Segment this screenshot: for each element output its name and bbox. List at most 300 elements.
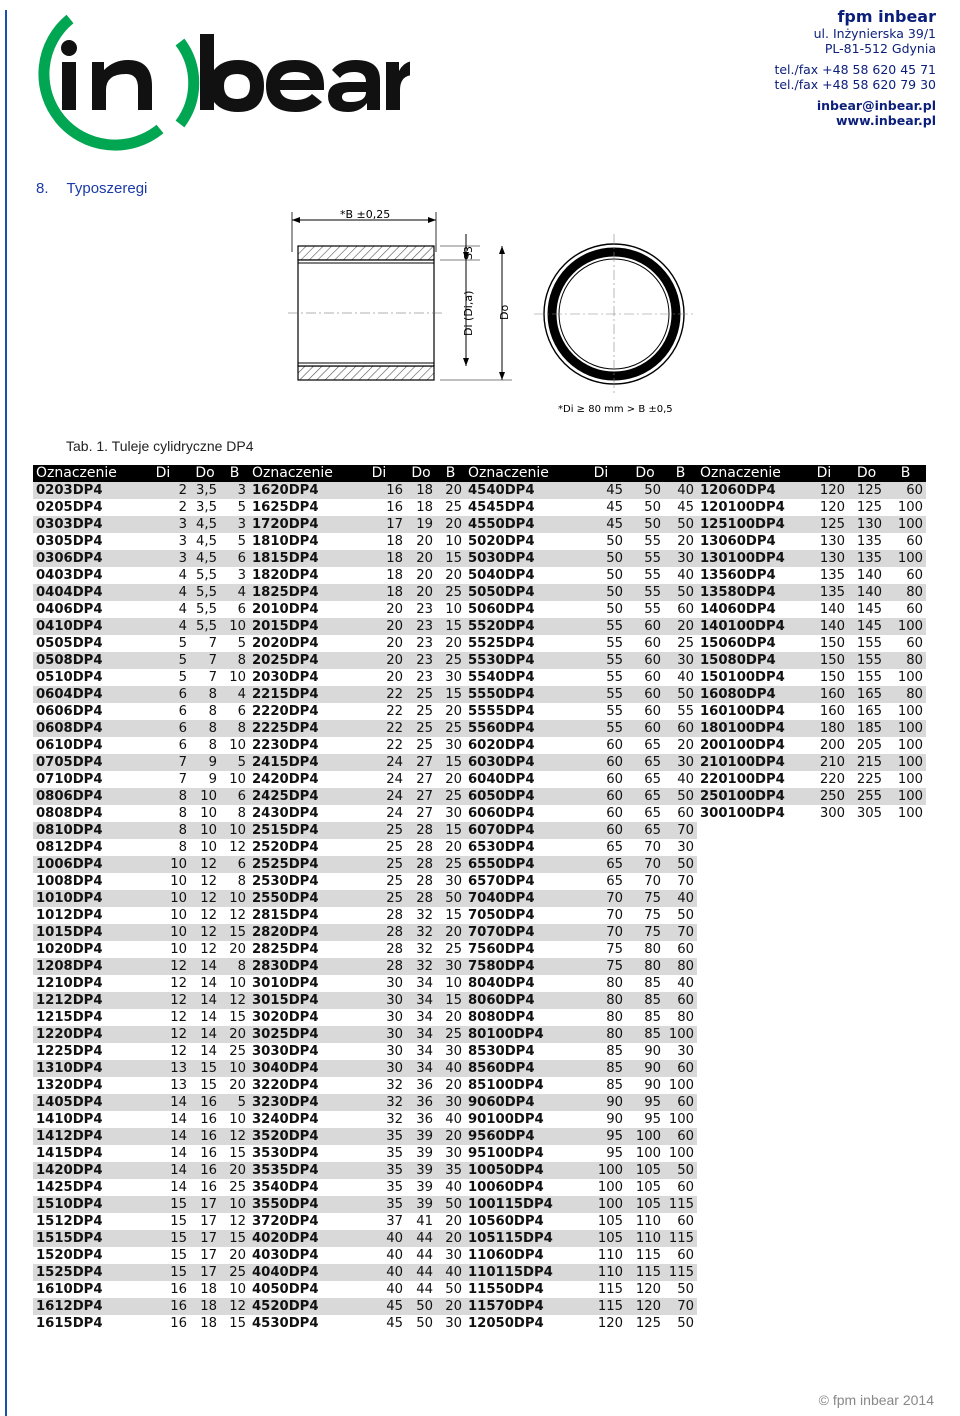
cell-di: 4 [136,567,190,584]
cell-do: 50 [626,482,664,499]
cell-designation: 1006DP4 [33,856,136,873]
cell-designation: 1810DP4 [249,533,352,550]
cell-designation: 120100DP4 [697,499,800,516]
column-header-code: Oznaczenie [33,465,136,482]
table-row [33,601,926,618]
cell-b: 50 [436,1281,465,1298]
cell-b: 60 [885,482,926,499]
cell-do [848,941,885,958]
cell-designation: 0203DP4 [33,482,136,499]
cell-designation: 6550DP4 [465,856,576,873]
cell-designation: 2225DP4 [249,720,352,737]
cell-do: 8 [190,703,220,720]
cell-di: 30 [352,1060,406,1077]
cell-di: 24 [352,771,406,788]
cell-di: 15 [136,1264,190,1281]
cell-b: 115 [664,1230,697,1247]
cell-di: 110 [576,1247,626,1264]
cell-b: 10 [220,737,249,754]
cell-di [800,1179,848,1196]
cell-di: 65 [576,839,626,856]
cell-designation: 1512DP4 [33,1213,136,1230]
cell-designation: 110115DP4 [465,1264,576,1281]
cell-di: 85 [576,1077,626,1094]
cell-b: 20 [436,482,465,499]
cell-designation: 1610DP4 [33,1281,136,1298]
cell-di: 22 [352,737,406,754]
cell-di: 16 [136,1298,190,1315]
cell-di: 16 [136,1281,190,1298]
column-header-di: Di [576,465,626,482]
cell-designation [697,924,800,941]
cell-di [800,1128,848,1145]
cell-b [885,1213,926,1230]
cell-di: 100 [576,1196,626,1213]
cell-designation: 8530DP4 [465,1043,576,1060]
cell-di: 55 [576,703,626,720]
cell-b: 20 [220,1077,249,1094]
cell-di: 20 [352,669,406,686]
cell-b: 30 [664,839,697,856]
cell-b [885,1009,926,1026]
cell-di: 55 [576,618,626,635]
cell-b: 15 [220,1009,249,1026]
cell-b: 100 [885,805,926,822]
cell-designation: 1615DP4 [33,1315,136,1332]
cell-designation: 2550DP4 [249,890,352,907]
cell-designation: 100115DP4 [465,1196,576,1213]
cell-do: 155 [848,635,885,652]
table-row [33,550,926,567]
cell-designation: 13580DP4 [697,584,800,601]
cell-b: 40 [436,1111,465,1128]
cell-di: 90 [576,1111,626,1128]
cell-di [800,924,848,941]
cell-do: 14 [190,1043,220,1060]
table-row [33,584,926,601]
cell-di [800,1298,848,1315]
cell-designation: 1425DP4 [33,1179,136,1196]
cell-designation: 2230DP4 [249,737,352,754]
cell-do: 17 [190,1230,220,1247]
cell-designation [697,1128,800,1145]
cell-do: 32 [406,924,436,941]
cell-b: 10 [436,601,465,618]
cell-do: 18 [190,1315,220,1332]
cell-b: 25 [436,499,465,516]
table-row [33,635,926,652]
cell-di: 85 [576,1043,626,1060]
cell-do: 12 [190,924,220,941]
column-header-code: Oznaczenie [697,465,800,482]
cell-b: 50 [664,686,697,703]
table-header-row [33,465,926,482]
cell-designation: 5525DP4 [465,635,576,652]
cell-b: 40 [436,1179,465,1196]
cell-b: 100 [885,720,926,737]
cell-di: 135 [800,567,848,584]
cell-b: 25 [436,788,465,805]
cell-designation: 0808DP4 [33,805,136,822]
cell-b: 30 [436,669,465,686]
cell-do: 27 [406,805,436,822]
cell-do: 16 [190,1145,220,1162]
cell-b: 10 [220,890,249,907]
cell-b [885,975,926,992]
table-row [33,1196,926,1213]
cell-do [848,1315,885,1332]
company-street: ul. Inżynierska 39/1 [813,26,936,41]
cell-b: 30 [664,754,697,771]
cell-do: 34 [406,1009,436,1026]
cell-di: 80 [576,1026,626,1043]
cell-b: 40 [664,975,697,992]
cell-do: 65 [626,822,664,839]
cell-di: 55 [576,686,626,703]
cell-b: 60 [664,1213,697,1230]
cell-b [885,856,926,873]
cell-do [848,1128,885,1145]
cell-di: 28 [352,941,406,958]
table-row [33,856,926,873]
cell-do: 65 [626,737,664,754]
cell-di: 75 [576,941,626,958]
cell-designation [697,1298,800,1315]
column-header-di: Di [352,465,406,482]
cell-b: 15 [436,550,465,567]
cell-do: 125 [848,482,885,499]
cell-do: 16 [190,1111,220,1128]
cell-b: 15 [436,907,465,924]
cell-designation: 3010DP4 [249,975,352,992]
cell-do: 10 [190,839,220,856]
column-header-do: Do [848,465,885,482]
cell-designation: 5020DP4 [465,533,576,550]
cell-designation [697,1315,800,1332]
cell-designation: 0404DP4 [33,584,136,601]
left-border-line [5,10,7,1416]
cell-b: 30 [436,873,465,890]
cell-b: 80 [664,1009,697,1026]
cell-di: 13 [136,1060,190,1077]
cell-designation: 16080DP4 [697,686,800,703]
cell-do: 23 [406,635,436,652]
cell-designation: 1215DP4 [33,1009,136,1026]
cell-do [848,1281,885,1298]
cell-di: 22 [352,703,406,720]
cell-do: 65 [626,788,664,805]
cell-di: 40 [352,1230,406,1247]
cell-designation: 4540DP4 [465,482,576,499]
cell-di: 24 [352,788,406,805]
company-info [774,8,936,128]
table-caption: Tab. 1. Tuleje cylidryczne DP4 [66,438,254,454]
table-row [33,924,926,941]
cell-do [848,1196,885,1213]
table-row [33,771,926,788]
cell-b: 30 [664,1043,697,1060]
cell-do: 65 [626,771,664,788]
cell-di: 6 [136,737,190,754]
cell-b: 100 [885,516,926,533]
cell-b [885,822,926,839]
cell-designation: 3015DP4 [249,992,352,1009]
cell-designation: 5030DP4 [465,550,576,567]
cell-designation: 0410DP4 [33,618,136,635]
table-row [33,907,926,924]
cell-designation: 4040DP4 [249,1264,352,1281]
cell-b: 40 [664,669,697,686]
cell-di: 5 [136,652,190,669]
table-row [33,703,926,720]
cell-di: 10 [136,907,190,924]
cell-do: 23 [406,652,436,669]
cell-designation: 1310DP4 [33,1060,136,1077]
cell-di: 95 [576,1145,626,1162]
cell-do: 60 [626,635,664,652]
cell-designation: 1010DP4 [33,890,136,907]
cell-di: 7 [136,754,190,771]
cell-b: 30 [436,1094,465,1111]
cell-b: 40 [436,1264,465,1281]
column-header-do: Do [626,465,664,482]
cell-b: 100 [885,499,926,516]
cell-b: 60 [664,992,697,1009]
cell-di: 12 [136,1043,190,1060]
cell-di: 50 [576,584,626,601]
company-tel-2: tel./fax +48 58 620 79 30 [774,77,936,92]
cell-designation: 3720DP4 [249,1213,352,1230]
cell-designation: 3240DP4 [249,1111,352,1128]
cell-designation: 2030DP4 [249,669,352,686]
cell-do: 10 [190,788,220,805]
cell-do: 95 [626,1111,664,1128]
table-row [33,890,926,907]
cell-designation: 5555DP4 [465,703,576,720]
cell-designation: 1520DP4 [33,1247,136,1264]
cell-b: 10 [220,1111,249,1128]
cell-do: 95 [626,1094,664,1111]
cell-di [800,941,848,958]
cell-designation: 15060DP4 [697,635,800,652]
cell-designation [697,1179,800,1196]
cell-designation [697,1043,800,1060]
cell-do: 28 [406,873,436,890]
cell-designation: 0606DP4 [33,703,136,720]
cell-do: 14 [190,992,220,1009]
cell-do: 5,5 [190,618,220,635]
cell-di: 35 [352,1145,406,1162]
cell-do: 18 [406,499,436,516]
copyright-footer: © fpm inbear 2014 [818,1392,934,1408]
cell-di: 70 [576,890,626,907]
cell-designation: 200100DP4 [697,737,800,754]
cell-designation: 7050DP4 [465,907,576,924]
cell-designation: 1208DP4 [33,958,136,975]
dim-di-label: Di (Di,a) [462,290,475,336]
cell-designation: 5540DP4 [465,669,576,686]
cell-do: 4,5 [190,533,220,550]
cell-do: 32 [406,907,436,924]
cell-di: 55 [576,720,626,737]
cell-designation: 1415DP4 [33,1145,136,1162]
cell-do: 55 [626,533,664,550]
company-email: inbear@inbear.pl [816,98,936,113]
cell-designation: 2820DP4 [249,924,352,941]
cell-di [800,1315,848,1332]
cell-designation: 10060DP4 [465,1179,576,1196]
cell-di: 40 [352,1264,406,1281]
cell-designation: 300100DP4 [697,805,800,822]
table-row [33,686,926,703]
cell-di: 14 [136,1111,190,1128]
cell-b: 40 [664,567,697,584]
cell-do [848,873,885,890]
cell-b [885,1230,926,1247]
cell-do: 55 [626,567,664,584]
table-row [33,873,926,890]
cell-do: 36 [406,1077,436,1094]
cell-do: 75 [626,890,664,907]
cell-do: 7 [190,635,220,652]
cell-di: 120 [576,1315,626,1332]
cell-do: 27 [406,754,436,771]
cell-b [885,958,926,975]
cell-do: 215 [848,754,885,771]
cell-b: 80 [885,686,926,703]
cell-di: 120 [800,482,848,499]
cell-do: 16 [190,1162,220,1179]
cell-designation: 5550DP4 [465,686,576,703]
cell-b: 20 [220,1247,249,1264]
table-row [33,1247,926,1264]
cell-b: 30 [436,805,465,822]
cell-designation: 1015DP4 [33,924,136,941]
cell-di: 6 [136,720,190,737]
cell-di: 50 [576,567,626,584]
cell-designation: 3530DP4 [249,1145,352,1162]
cell-b: 25 [220,1264,249,1281]
cell-do [848,1009,885,1026]
cell-do: 8 [190,737,220,754]
cell-di: 18 [352,584,406,601]
cell-di [800,1145,848,1162]
cell-b: 8 [220,652,249,669]
cell-b: 25 [436,1026,465,1043]
cell-do [848,1077,885,1094]
cell-b: 20 [436,516,465,533]
cell-designation: 1720DP4 [249,516,352,533]
cell-b: 100 [885,703,926,720]
cell-b: 20 [436,924,465,941]
cell-do: 34 [406,1060,436,1077]
cell-di [800,1094,848,1111]
cell-b: 6 [220,788,249,805]
table-row [33,1230,926,1247]
cell-designation: 150100DP4 [697,669,800,686]
cell-do: 28 [406,890,436,907]
cell-designation: 0810DP4 [33,822,136,839]
cell-do: 110 [626,1213,664,1230]
cell-di: 30 [352,1043,406,1060]
cell-di: 25 [352,839,406,856]
cell-b: 3 [220,516,249,533]
cell-b [885,1196,926,1213]
cell-di: 100 [576,1162,626,1179]
cell-b: 60 [664,720,697,737]
cell-designation [697,1094,800,1111]
cell-do: 17 [190,1213,220,1230]
cell-designation: 4030DP4 [249,1247,352,1264]
cell-b: 50 [664,1281,697,1298]
cell-designation: 2530DP4 [249,873,352,890]
cell-designation: 2215DP4 [249,686,352,703]
cell-di: 2 [136,482,190,499]
cell-di: 75 [576,958,626,975]
cell-do: 25 [406,737,436,754]
cell-di [800,856,848,873]
cell-b: 15 [436,992,465,1009]
cell-di: 28 [352,958,406,975]
cell-do: 85 [626,1026,664,1043]
cell-b: 30 [436,1043,465,1060]
cell-b [885,1162,926,1179]
cell-do: 75 [626,924,664,941]
cell-b [885,1060,926,1077]
cell-do: 305 [848,805,885,822]
cell-designation: 0403DP4 [33,567,136,584]
cell-b [885,941,926,958]
cell-do: 120 [626,1281,664,1298]
cell-designation [697,1230,800,1247]
cell-do: 115 [626,1247,664,1264]
cell-b: 15 [220,924,249,941]
cell-di [800,1077,848,1094]
table-row [33,754,926,771]
cell-di: 220 [800,771,848,788]
cell-di: 14 [136,1128,190,1145]
cell-do: 25 [406,703,436,720]
cell-do [848,1213,885,1230]
cell-do: 18 [190,1281,220,1298]
cell-do [848,1298,885,1315]
cell-do: 39 [406,1145,436,1162]
cell-b: 10 [220,822,249,839]
cell-designation: 0710DP4 [33,771,136,788]
cell-b: 70 [664,822,697,839]
table-row [33,822,926,839]
cell-do: 225 [848,771,885,788]
cell-b: 60 [885,601,926,618]
table-row [33,567,926,584]
cell-designation: 1020DP4 [33,941,136,958]
cell-designation: 6020DP4 [465,737,576,754]
cell-designation [697,975,800,992]
cell-designation: 6070DP4 [465,822,576,839]
cell-designation: 1210DP4 [33,975,136,992]
cell-di: 130 [800,550,848,567]
cell-designation: 4550DP4 [465,516,576,533]
cell-b: 35 [436,1162,465,1179]
cell-designation: 90100DP4 [465,1111,576,1128]
cell-designation [697,1213,800,1230]
cell-di: 35 [352,1196,406,1213]
cell-di [800,890,848,907]
cell-di: 30 [352,1026,406,1043]
cell-do [848,1094,885,1111]
cell-di: 8 [136,839,190,856]
cell-b: 8 [220,805,249,822]
